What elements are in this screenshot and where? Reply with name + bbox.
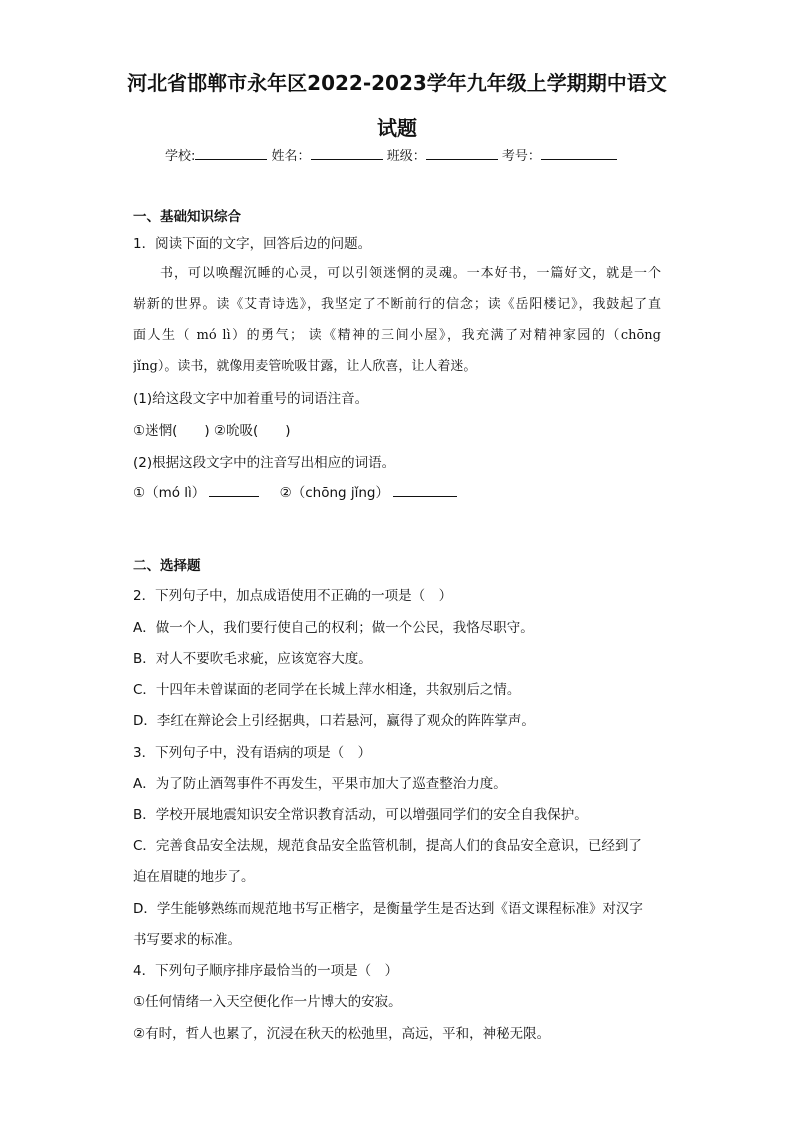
- section-heading-basics: 一、基础知识综合: [133, 209, 241, 225]
- school-label: 学校:: [165, 149, 196, 164]
- q2-option-d: D．李红在辩论会上引经据典，口若悬河，赢得了观众的阵阵掌声。: [133, 713, 535, 729]
- q3-option-d: D．学生能够熟练而规范地书写正楷字，是衡量学生是否达到《语文课程标准》对汉字: [133, 901, 643, 917]
- q3-option-a: A．为了防止酒驾事件不再发生，平果市加大了巡查整治力度。: [133, 776, 507, 792]
- q2-option-b: B．对人不要吹毛求疵，应该宽容大度。: [133, 651, 372, 667]
- sub-question-1: (1)给这段文字中加着重号的词语注音。: [133, 391, 369, 407]
- number-blank[interactable]: [541, 147, 617, 160]
- question-4: 4．下列句子顺序排序最恰当的一项是（ ）: [133, 963, 399, 979]
- class-blank[interactable]: [426, 147, 498, 160]
- q3-option-c: C．完善食品安全法规，规范食品安全监管机制，提高人们的食品安全意识，已经到了: [133, 838, 642, 854]
- page-title-continued: 试题: [377, 116, 417, 140]
- name-blank[interactable]: [311, 147, 383, 160]
- student-info-line: [165, 145, 617, 164]
- q3-option-d-continued: 书写要求的标准。: [133, 932, 241, 948]
- sub-question-2: (2)根据这段文字中的注音写出相应的词语。: [133, 455, 396, 471]
- name-label: 姓名：: [271, 149, 311, 164]
- question-3: 3．下列句子中，没有语病的项是（ ）: [133, 745, 372, 761]
- moli-answer-blank[interactable]: [209, 484, 259, 497]
- number-label: 考号：: [501, 149, 541, 164]
- chongjing-label: ②（chōng jǐng）: [279, 485, 389, 501]
- passage-line: 崭新的世界。读《艾青诗选》，我坚定了不断前行的信念；读《岳阳楼记》，我鼓起了直: [133, 297, 661, 312]
- q2-option-a: A．做一个人，我们要行使自己的权利；做一个公民，我恪尽职守。: [133, 620, 534, 636]
- q4-item-1: ①任何情绪一入天空便化作一片博大的安寂。: [133, 994, 402, 1010]
- q4-item-2: ②有时，哲人也累了，沉浸在秋天的松弛里，高远，平和，神秘无限。: [133, 1026, 551, 1042]
- q2-option-c: C．十四年未曾谋面的老同学在长城上萍水相逢，共叙别后之情。: [133, 682, 521, 698]
- sub-question-2-items: [133, 484, 457, 502]
- q3-option-b: B．学校开展地震知识安全常识教育活动，可以增强同学们的安全自我保护。: [133, 807, 588, 823]
- passage-line: 书，可以唤醒沉睡的心灵，可以引领迷惘的灵魂。一本好书，一篇好文，就是一个: [160, 266, 661, 281]
- school-blank[interactable]: [195, 147, 267, 160]
- passage-line: 面人生（ mó lì）的勇气； 读《精神的三间小屋》，我充满了对精神家园的（chōng: [133, 328, 661, 343]
- question-2: 2．下列句子中，加点成语使用不正确的一项是（ ）: [133, 588, 453, 604]
- chongjing-answer-blank[interactable]: [393, 484, 457, 497]
- sub-question-1-items: ①迷惘( ) ②吮吸( ): [133, 423, 291, 439]
- class-label: 班级：: [386, 149, 426, 164]
- q3-option-c-continued: 迫在眉睫的地步了。: [133, 869, 255, 885]
- section-heading-choice: 二、选择题: [133, 558, 201, 574]
- passage-line: jǐng）。读书，就像用麦管吮吸甘露，让人欣喜，让人着迷。: [133, 359, 477, 374]
- reading-passage: [133, 258, 661, 382]
- question-1: 1．阅读下面的文字，回答后边的问题。: [133, 236, 372, 252]
- moli-label: ①（mó lì）: [133, 485, 206, 501]
- page-title: 河北省邯郸市永年区2022-2023学年九年级上学期期中语文: [127, 71, 667, 95]
